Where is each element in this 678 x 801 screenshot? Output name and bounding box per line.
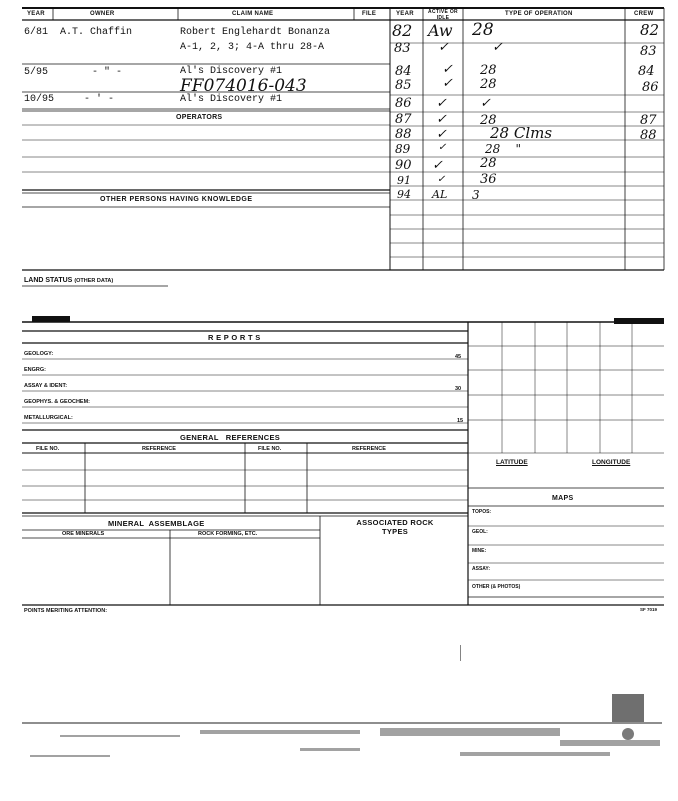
op-active: ✓: [438, 142, 447, 153]
op-type: 3: [472, 188, 480, 202]
reports-title: R E P O R T S: [208, 333, 261, 342]
ops-header-active: ACTIVE OR IDLE: [428, 9, 458, 21]
claim-name-line: Al's Discovery #1: [180, 66, 283, 77]
op-crew: 83: [640, 44, 657, 59]
general-references-title: GENERAL REFERENCES: [180, 433, 281, 442]
op-active: ✓: [432, 158, 443, 173]
op-type: ✓: [480, 96, 491, 111]
claim-name-line-handwritten: FF074016-043: [180, 76, 307, 96]
op-active: ✓: [442, 62, 453, 77]
op-active: ✓: [437, 174, 446, 185]
report-metallurgical: METALLURGICAL:: [24, 415, 73, 421]
op-year: 84: [395, 64, 412, 79]
claim-name-line: Al's Discovery #1: [180, 94, 283, 105]
op-crew: 87: [640, 113, 657, 128]
ore-minerals-label: ORE MINERALS: [62, 531, 105, 537]
op-year: 87: [395, 112, 412, 127]
claim-owner: - ' -: [84, 94, 115, 105]
scan-noise: [22, 645, 662, 757]
claim-name-line: A-1, 2, 3; 4-A thru 28-A: [180, 42, 325, 53]
op-active: Aw: [428, 21, 453, 40]
op-type: 28 Clms: [490, 124, 553, 142]
ref-col-reference: REFERENCE: [142, 446, 176, 452]
ref-col-file-no: FILE NO.: [258, 446, 282, 452]
ref-col-file-no: FILE NO.: [36, 446, 60, 452]
op-type: 28: [480, 63, 497, 78]
op-type: 36: [480, 172, 497, 187]
op-type: 28: [480, 156, 497, 171]
op-active: ✓: [436, 112, 447, 127]
report-geology: GEOLOGY:: [24, 351, 54, 357]
col-header-owner: OWNER: [90, 11, 115, 17]
maps-mine: MINE:: [472, 548, 487, 554]
op-year: 86: [395, 96, 412, 111]
land-status-label: LAND STATUS (OTHER DATA): [24, 277, 114, 284]
op-year: 94: [397, 188, 411, 201]
op-crew: 86: [642, 80, 659, 95]
op-active: AL: [432, 188, 448, 201]
col-header-file: FILE: [362, 11, 377, 17]
op-crew: 84: [638, 64, 655, 79]
form-number: SF 7019: [640, 607, 658, 612]
points-meriting-attention: POINTS MERITING ATTENTION:: [24, 608, 108, 614]
col-header-year: YEAR: [27, 11, 45, 17]
report-page-number: 30: [455, 386, 462, 392]
report-page-number: 45: [455, 354, 462, 360]
op-type: ✓: [492, 40, 503, 55]
op-year: 82: [392, 21, 413, 40]
op-active: ✓: [436, 96, 447, 111]
associated-rock-types-label: ASSOCIATED ROCK TYPES: [356, 518, 434, 536]
rock-forming-label: ROCK FORMING, ETC.: [198, 531, 258, 537]
maps-title: MAPS: [552, 495, 574, 502]
report-engrg: ENGRG:: [24, 367, 46, 373]
longitude-label: LONGITUDE: [592, 459, 631, 466]
op-year: 83: [394, 41, 411, 56]
operators-label: OPERATORS: [176, 114, 223, 121]
claim-owner: A.T. Chaffin: [60, 27, 133, 38]
op-type: 28: [480, 113, 497, 128]
op-type: 28: [480, 77, 497, 92]
report-page-number: 15: [457, 418, 464, 424]
op-year: 85: [395, 78, 412, 93]
latitude-label: LATITUDE: [496, 459, 528, 466]
col-header-claim-name: CLAIM NAME: [232, 11, 274, 17]
ops-header-type: TYPE OF OPERATION: [505, 11, 573, 17]
maps-topos: TOPOS:: [472, 509, 492, 515]
ops-header-crew: CREW: [634, 11, 654, 17]
op-active: ✓: [438, 40, 449, 55]
other-persons-label: OTHER PERSONS HAVING KNOWLEDGE: [100, 196, 253, 203]
ops-header-year: YEAR: [396, 11, 414, 17]
claim-name-line: Robert Englehardt Bonanza: [180, 27, 331, 38]
op-year: 89: [395, 142, 411, 156]
maps-assay: ASSAY:: [472, 566, 491, 572]
claim-year: 5/95: [24, 67, 49, 78]
ref-col-reference: REFERENCE: [352, 446, 386, 452]
op-year: 91: [397, 174, 411, 187]
op-active: ✓: [442, 76, 453, 91]
op-year: 90: [395, 158, 412, 173]
op-active: ✓: [436, 127, 447, 142]
maps-geol: GEOL:: [472, 529, 488, 535]
op-crew: 88: [640, 128, 657, 143]
claim-owner: - " -: [92, 67, 123, 78]
report-assay: ASSAY & IDENT:: [24, 383, 68, 389]
op-type: 28 ": [485, 142, 522, 156]
op-year: 88: [395, 127, 412, 142]
report-geophys: GEOPHYS. & GEOCHEM:: [24, 399, 91, 405]
claim-year: 10/95: [24, 94, 55, 105]
maps-other: OTHER (& PHOTOS): [472, 584, 521, 590]
mineral-assemblage-title: MINERAL ASSEMBLAGE: [108, 519, 205, 528]
claim-year: 6/81: [24, 27, 49, 38]
op-crew: 82: [640, 21, 660, 39]
op-type: 28: [472, 20, 494, 40]
